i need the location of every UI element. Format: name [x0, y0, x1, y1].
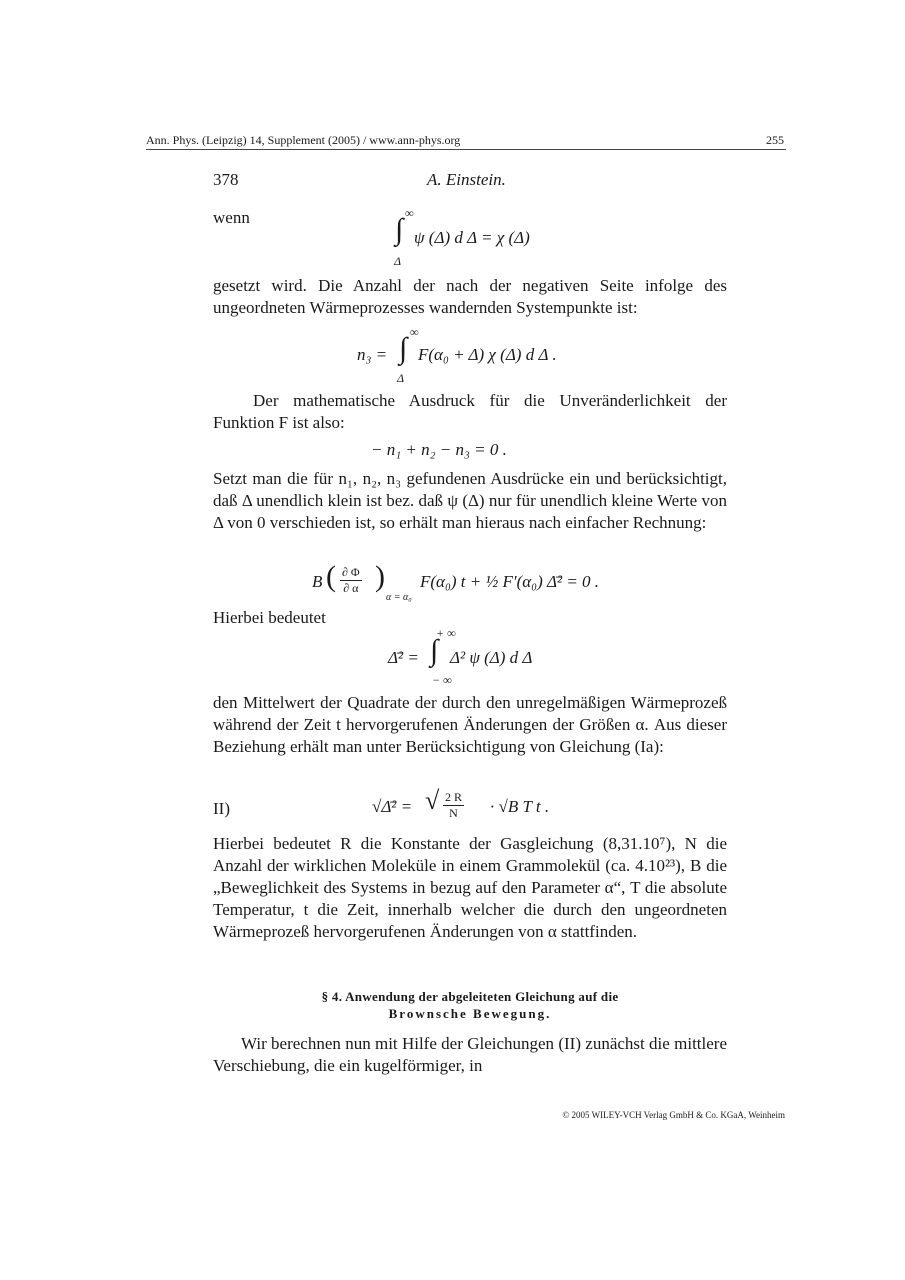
section-heading: [213, 988, 727, 1022]
section-heading-line-2: Brownsche Bewegung.: [388, 1006, 552, 1021]
eq1-integral-sign: ∫: [395, 213, 404, 246]
paragraph-6: Hierbei bedeutet R die Konstante der Gasgleichung (8,31.10⁷), N die Anzahl der wirklichen Moleküle in einem Grammolekül (ca. 4.10²³), B die „Beweglichkeit des Systems in bezug auf den Parameter α“, T die absolute Temperatur, t die Zeit, innerhalb welcher die durch den ungeordneten Wärmeprozeß hervorgerufenen Änderungen von α stattfinden.: [213, 834, 727, 941]
eq6-root-sign: √: [425, 786, 440, 815]
eq2-lower-limit: Δ: [397, 371, 405, 385]
eq4-subscript: α = α₀: [386, 592, 412, 603]
paragraph-3: Setzt man die für n₁, n₂, n₃ gefundenen Ausdrücke ein und berücksichtigt, daß Δ unendlich klein ist bez. daß ψ (Δ) nur für unendlich kleine Werte von Δ von 0 verschieden ist, so erhält man hieraus nach einfacher Rechnung:: [213, 469, 727, 532]
eq6-denominator: N: [449, 806, 458, 820]
eq5-upper-limit: + ∞: [436, 626, 456, 640]
eq5-integral-sign: ∫: [430, 634, 439, 667]
original-page-number: 378: [213, 170, 239, 189]
eq4-fraction: [340, 565, 362, 596]
header-page-number: 255: [766, 133, 784, 147]
paragraph-7: Wir berechnen nun mit Hilfe der Gleichungen (II) zunächst die mittlere Verschiebung, die ein kugelförmiger, in: [213, 1034, 727, 1075]
eq1-upper-limit: ∞: [405, 206, 414, 220]
copyright-footer: © 2005 WILEY-VCH Verlag GmbH & Co. KGaA, Weinheim: [562, 1110, 785, 1120]
eq1-lower-limit: Δ: [394, 254, 402, 268]
eq4-numerator: ∂ Φ: [342, 565, 360, 579]
paragraph-4: Hierbei bedeutet: [213, 608, 326, 627]
eq6-label: II): [213, 799, 230, 818]
paragraph-2: Der mathematische Ausdruck für die Unveränderlichkeit der Funktion F ist also:: [213, 391, 727, 432]
eq2-upper-limit: ∞: [410, 325, 419, 339]
eq4-B: B: [312, 572, 323, 591]
eq2-rhs: F(α₀ + Δ) χ (Δ) d Δ .: [418, 345, 557, 364]
eq6-rest: · √B T t .: [490, 797, 550, 816]
eq4-right-paren: ): [375, 560, 385, 593]
eq4-denominator: ∂ α: [343, 581, 359, 595]
eq2-integral-sign: ∫: [399, 332, 408, 365]
eq3: − n₁ + n₂ − n₃ = 0 .: [371, 440, 507, 459]
section-heading-line-1: § 4. Anwendung der abgeleiteten Gleichung auf die: [321, 989, 619, 1004]
eq1-body: ψ (Δ) d Δ = χ (Δ): [414, 228, 530, 247]
eq6-fraction: [443, 790, 464, 821]
eq4-rest: F(α₀) t + ½ F′(α₀) Δ̄² = 0 .: [420, 572, 600, 591]
eq6-numerator: 2 R: [445, 790, 463, 804]
eq5-rhs: Δ² ψ (Δ) d Δ: [450, 648, 533, 667]
eq5-lhs: Δ̄² =: [388, 648, 419, 667]
paragraph-5: den Mittelwert der Quadrate der durch den unregelmäßigen Wärmeprozeß während der Zeit t hervorgerufenen Änderungen der Größen α. Aus dieser Beziehung erhält man unter Berücksichtigung von Gleichung (Ia):: [213, 693, 727, 756]
journal-header: Ann. Phys. (Leipzig) 14, Supplement (2005) / www.ann-phys.org: [146, 133, 461, 147]
eq2-lhs: n₃ =: [357, 345, 388, 364]
paragraph-1: gesetzt wird. Die Anzahl der nach der negativen Seite infolge des ungeordneten Wärmeprozesses wandernden Systempunkte ist:: [213, 276, 727, 317]
word-wenn: wenn: [213, 208, 250, 227]
eq5-lower-limit: − ∞: [432, 673, 452, 687]
running-author: A. Einstein.: [427, 170, 506, 189]
eq4-left-paren: (: [326, 560, 336, 593]
eq6-lhs: √Δ̄² =: [372, 797, 413, 816]
header-rule: [146, 149, 786, 150]
